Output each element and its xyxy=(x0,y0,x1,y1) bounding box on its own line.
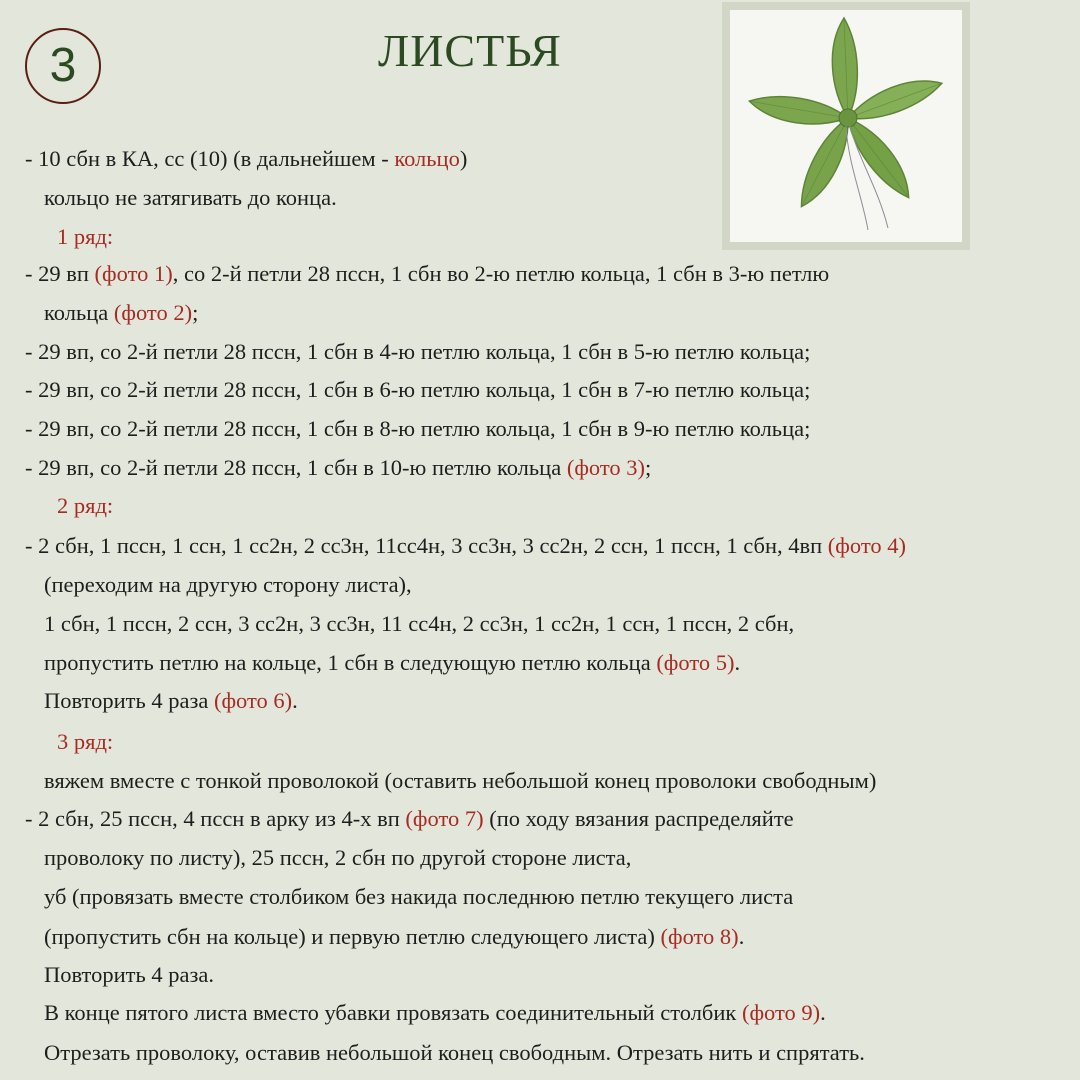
instruction-text: ) xyxy=(459,146,468,171)
row-heading xyxy=(57,491,113,521)
instruction-text: - 2 сбн, 25 пссн, 4 пссн в арку из 4-х вп xyxy=(25,806,406,831)
instruction-text: Отрезать проволоку, оставив небольшой конец свободным. Отрезать нить и спрятать. xyxy=(44,1040,865,1065)
instruction-text: . xyxy=(734,650,741,675)
instruction-line xyxy=(44,648,740,678)
instruction-text: (переходим на другую сторону листа), xyxy=(44,572,412,597)
instruction-line xyxy=(25,531,906,561)
instruction-line xyxy=(44,960,214,990)
instruction-line xyxy=(44,686,298,716)
instruction-text: - 2 сбн, 1 пссн, 1 ссн, 1 сс2н, 2 сс3н, 11сс4н, 3 сс3н, 3 сс2н, 2 ссн, 1 пссн, 1 сбн, 4вп xyxy=(25,533,828,558)
instruction-text: В конце пятого листа вместо убавки провязать соединительный столбик xyxy=(44,1000,742,1025)
instruction-text: - 10 сбн в КА, сс (10) (в дальнейшем - xyxy=(25,146,395,171)
instruction-text: . xyxy=(738,924,745,949)
instruction-line xyxy=(44,922,744,952)
instruction-text: (пропустить сбн на кольце) и первую петлю следующего листа) xyxy=(44,924,661,949)
photo-reference: кольцо xyxy=(394,146,460,171)
photo-reference: (фото 8) xyxy=(660,924,739,949)
photo-reference: (фото 6) xyxy=(213,688,293,713)
row-heading xyxy=(57,727,113,757)
instruction-text: Повторить 4 раза. xyxy=(44,962,214,987)
instruction-text: - 29 вп, со 2-й петли 28 пссн, 1 сбн в 4-ю петлю кольца, 1 сбн в 5-ю петлю кольца; xyxy=(25,339,811,364)
instruction-line xyxy=(25,804,794,834)
instruction-text: . xyxy=(820,1000,826,1025)
instruction-line xyxy=(25,144,467,174)
photo-reference: (фото 1) xyxy=(94,261,173,286)
instruction-line xyxy=(44,183,337,213)
instruction-text: 1 сбн, 1 пссн, 2 ссн, 3 сс2н, 3 сс3н, 11 сс4н, 2 сс3н, 1 сс2н, 1 ссн, 1 пссн, 2 сбн, xyxy=(44,611,795,636)
instruction-line xyxy=(25,453,651,483)
photo-reference: (фото 2) xyxy=(113,300,193,325)
instruction-line xyxy=(25,259,829,289)
instruction-text: . xyxy=(292,688,298,713)
instruction-text: 3 ряд: xyxy=(57,729,114,754)
instruction-text: кольца xyxy=(44,300,114,325)
instruction-text: вяжем вместе с тонкой проволокой (оставить небольшой конец проволоки свободным) xyxy=(44,768,877,793)
instruction-text: ; xyxy=(192,300,199,325)
photo-reference: (фото 4) xyxy=(827,533,906,558)
instruction-text: - 29 вп, со 2-й петли 28 пссн, 1 сбн в 10-ю петлю кольца xyxy=(25,455,567,480)
instruction-text: ; xyxy=(645,455,652,480)
step-number: 3 xyxy=(49,39,77,92)
instruction-text: (по ходу вязания распределяйте xyxy=(483,806,794,831)
instruction-text: , со 2-й петли 28 пссн, 1 сбн во 2-ю петлю кольца, 1 сбн в 3-ю петлю xyxy=(172,261,830,286)
photo-reference: (фото 9) xyxy=(741,1000,821,1025)
instruction-line xyxy=(44,998,826,1028)
instruction-line xyxy=(44,766,876,796)
instruction-line xyxy=(44,843,631,873)
instruction-text: - 29 вп, со 2-й петли 28 пссн, 1 сбн в 6-ю петлю кольца, 1 сбн в 7-ю петлю кольца; xyxy=(25,377,811,402)
instruction-text: 2 ряд: xyxy=(57,493,114,518)
instruction-line xyxy=(25,414,810,444)
instruction-text: уб (провязать вместе столбиком без накида последнюю петлю текущего листа xyxy=(44,884,794,909)
instruction-line xyxy=(44,609,794,639)
instruction-text: пропустить петлю на кольце, 1 сбн в следующую петлю кольца xyxy=(44,650,657,675)
photo-reference: (фото 7) xyxy=(405,806,484,831)
instruction-text: Повторить 4 раза xyxy=(44,688,214,713)
instruction-text: - 29 вп xyxy=(25,261,95,286)
page-title: ЛИСТЬЯ xyxy=(378,25,562,76)
instruction-text: - 29 вп, со 2-й петли 28 пссн, 1 сбн в 8-ю петлю кольца, 1 сбн в 9-ю петлю кольца; xyxy=(25,416,811,441)
photo-reference: (фото 3) xyxy=(566,455,646,480)
instruction-line xyxy=(25,375,810,405)
instruction-text: проволоку по листу), 25 пссн, 2 сбн по другой стороне листа, xyxy=(44,845,632,870)
photo-reference: (фото 5) xyxy=(656,650,735,675)
instruction-line xyxy=(25,337,810,367)
row-heading xyxy=(57,222,113,252)
instruction-text: кольцо не затягивать до конца. xyxy=(44,185,337,210)
instruction-line xyxy=(44,1038,865,1068)
instruction-line xyxy=(44,570,412,600)
instruction-text: 1 ряд: xyxy=(57,224,114,249)
instruction-line xyxy=(44,298,198,328)
instruction-line xyxy=(44,882,793,912)
